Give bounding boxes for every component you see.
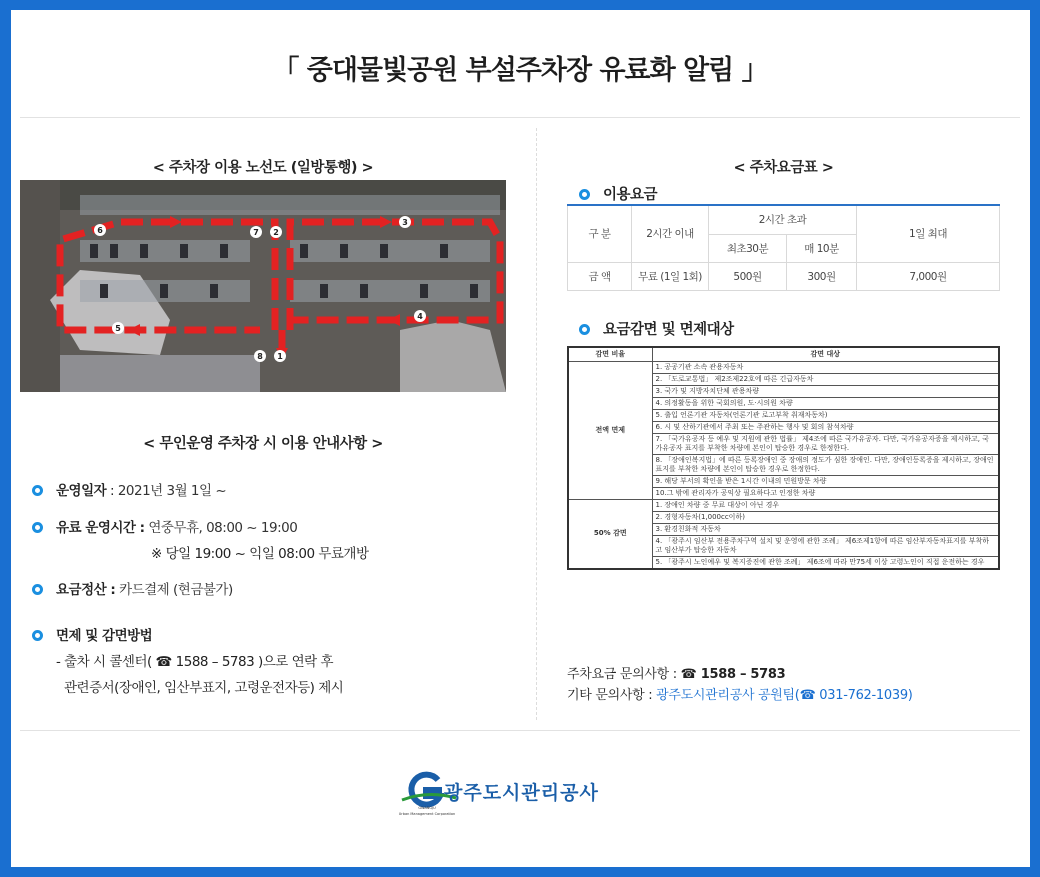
logo-en-name: GWANGJU xyxy=(418,806,436,810)
info-exemption-line2: 관련증서(장애인, 임산부표지, 고령운전자등) 제시 xyxy=(64,680,344,696)
reduction-item: 5. 「광주시 노인예우 및 복지증진에 관한 조례」 제6조에 따라 만75세 이상 고령노인이 직접 운전하는 경우 xyxy=(652,556,999,569)
svg-text:3: 3 xyxy=(402,218,408,227)
reduction-item: 8. 「장애인복지법」에 따른 등록장애인 중 장애의 정도가 심한 장애인. 다만, 장애인등록증을 제시하고, 장애인 표지를 부착한 차량에 본인이 탑승한 경우로 한정한다. xyxy=(652,454,999,475)
bullet-icon xyxy=(32,522,43,533)
map-num: 1 xyxy=(277,352,283,361)
fee-header-per10: 매 10분 xyxy=(787,234,857,262)
fee-header-gubun: 구 분 xyxy=(568,205,632,262)
reduction-group-half: 50% 감면 xyxy=(568,499,652,569)
fee-header-2h: 2시간 이내 xyxy=(632,205,709,262)
info-operation-hours: 유료 운영시간 : 연중무휴, 08:00 ~ 19:00 xyxy=(32,516,297,536)
fee-table xyxy=(567,204,1000,291)
svg-text:7: 7 xyxy=(253,228,259,237)
bullet-icon xyxy=(32,630,43,641)
svg-text:6: 6 xyxy=(97,226,103,235)
reduction-item: 6. 시 및 산하기관에서 주최 또는 주관하는 행사 및 회의 참석차량 xyxy=(652,421,999,433)
reduction-item: 7. 「국가유공자 등 예우 및 지원에 관한 법률」 제4조에 따른 국가유공자. 다만, 국가유공자증을 제시하고, 국가유공자 표지를 부착한 차량에 본인이 탑승한 경우로 한정한다. xyxy=(652,433,999,454)
bullet-icon xyxy=(579,189,590,200)
fee-row: 금 액 무료 (1일 1회) 500원 300원 7,000원 xyxy=(568,262,1000,290)
fee-header-over: 2시간 초과 xyxy=(709,205,857,234)
reduction-item: 10.그 밖에 관리자가 공익상 필요하다고 인정한 차량 xyxy=(652,487,999,499)
guide-title: < 무인운영 주차장 시 이용 안내사항 > xyxy=(143,436,383,452)
svg-text:4: 4 xyxy=(417,312,423,321)
reduction-item: 9. 해당 부서의 확인을 받은 1시간 이내의 민원방문 차량 xyxy=(652,475,999,487)
page-title: 「 중대물빛공원 부설주차장 유료화 알림 」 xyxy=(272,55,768,86)
reduction-item: 2. 경형자동차(1,000cc이하) xyxy=(652,511,999,523)
usage-fee-head: 이용요금 xyxy=(579,183,657,204)
reduction-item: 1. 공공기관 소속 관용자동차 xyxy=(652,361,999,373)
divider-top xyxy=(20,117,1020,118)
logo-text: 광주도시관리공사 xyxy=(444,782,599,804)
reduction-table xyxy=(567,346,1000,570)
reduction-head: 요금감면 및 면제대상 xyxy=(579,318,734,339)
info-operation-date: 운영일자 : 2021년 3월 1일 ~ xyxy=(32,479,226,499)
reduction-item: 1. 장애인 차량 중 무료 대상이 아닌 경우 xyxy=(652,499,999,511)
reduction-item: 4. 「광주시 임산부 전용주차구역 설치 및 운영에 관한 조례」 제6조제1항에 따른 임산부자동차표지를 부착하고 임산부가 탑승한 자동차 xyxy=(652,535,999,556)
org-logo xyxy=(392,768,652,818)
reduction-item: 3. 환경친화적 자동차 xyxy=(652,523,999,535)
info-exemption: 면제 및 감면방법 xyxy=(32,624,152,644)
reduction-item: 4. 의정활동을 위한 국회의원, 도·시의원 차량 xyxy=(652,397,999,409)
svg-text:2: 2 xyxy=(273,228,279,237)
parking-route-map xyxy=(20,180,506,392)
reduction-group-full: 전액 면제 xyxy=(568,361,652,499)
info-payment: 요금정산 : 카드결제 (현금불가) xyxy=(32,578,233,598)
route-map-image xyxy=(20,180,506,392)
fee-title: < 주차요금표 > xyxy=(733,160,834,176)
svg-text:5: 5 xyxy=(115,324,121,333)
bullet-icon xyxy=(32,584,43,595)
reduction-header-target: 감면 대상 xyxy=(652,347,999,361)
info-free-hours-note: ※ 당일 19:00 ~ 익일 08:00 무료개방 xyxy=(151,546,369,562)
route-title: < 주차장 이용 노선도 (일방통행) > xyxy=(152,160,374,176)
bullet-icon xyxy=(579,324,590,335)
fee-header-first30: 최초30분 xyxy=(709,234,787,262)
contact-other: 기타 문의사항 : 광주도시관리공사 공원팀(☎ 031-762-1039) xyxy=(567,688,913,703)
fee-header-daymax: 1일 최대 xyxy=(857,205,1000,262)
logo-en-sub: Urban Management Corporation xyxy=(398,812,456,816)
column-divider xyxy=(536,128,537,720)
contact-fee: 주차요금 문의사항 : ☎ 1588 – 5783 xyxy=(567,667,786,682)
divider-bottom xyxy=(20,730,1020,731)
reduction-item: 3. 국가 및 지방자치단체 관용차량 xyxy=(652,385,999,397)
reduction-item: 5. 출입 언론기관 자동차(언론기관 로고부착 취재차동차) xyxy=(652,409,999,421)
bullet-icon xyxy=(32,485,43,496)
reduction-item: 2. 「도로교통법」 제2조제22호에 따른 긴급자동차 xyxy=(652,373,999,385)
info-exemption-line1: - 출차 시 콜센터( ☎ 1588 – 5783 )으로 연락 후 xyxy=(56,654,334,670)
svg-text:8: 8 xyxy=(257,352,263,361)
reduction-header-rate: 감면 비율 xyxy=(568,347,652,361)
